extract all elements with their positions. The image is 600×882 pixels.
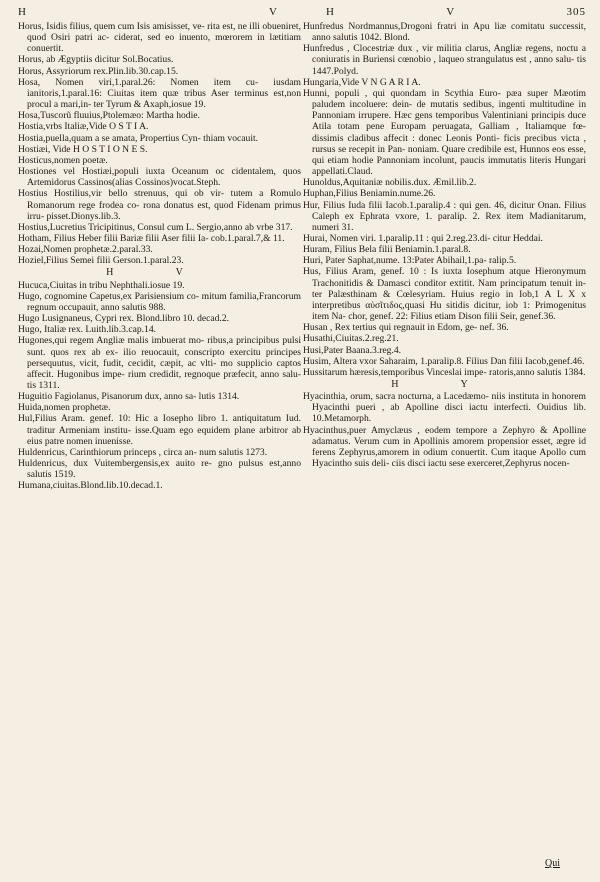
dictionary-entry: Husim, Altera vxor Saharaim, 1.paralip.8. Filius Dan filii Iacob,genef.46. bbox=[303, 355, 585, 367]
section-heading: H V bbox=[106, 267, 213, 279]
dictionary-entry: Hyacinthus,puer Amyclæus , eodem tempore a Zephyro & Apolline adamatus. Verum cum in Apollinis amorem propensior esset, ægre id ferens Zephyrus,amorem in odium conuertit. Cum itaque Apollo cum Hyacintho suis deli- ciis disci iactu sese exerceret,Zephyrus nocen- bbox=[303, 424, 586, 470]
dictionary-entry: Hostius Hostilius,vir bello strenuus, qui ob vir- tutem a Romulo Romanorum rege frodea co- rona donatus est, quod Fidenam primus irru- pisset.Dionys.lib.3. bbox=[18, 188, 301, 222]
dictionary-entry: Hotham, Filius Heber filii Bariæ filii Aser filii Ia- cob.1.paral.7,& 11. bbox=[18, 232, 285, 244]
running-head bbox=[18, 6, 586, 20]
running-head-left-letter-2: V bbox=[269, 6, 278, 18]
dictionary-entry: Hus, Filius Aram, genef. 10 : Is iuxta Iosephum atque Hieronymum Trachonitidis & Damasci conditor extitit. Nam principatum tenuit in- ter Palæsthinam & Cœlesyriam. Huius regio in Iob,1 A L X x interpretibus αὐσῖτιδος,quasi Hu sitidis dicitur, iob 1: Primogenitus item Na- chor, genef. 22: Filius etiam Dison filii Seir, genef.36. bbox=[303, 266, 586, 323]
dictionary-entry: Hurai, Nomen viri. 1.paralip.11 : qui 2.reg.23.di- citur Heddai. bbox=[303, 232, 543, 244]
dictionary-entry: Hunoldus,Aquitaniæ nobilis.dux. Æmil.lib.2. bbox=[303, 177, 477, 189]
running-head-left-letter: H bbox=[18, 6, 27, 18]
running-head-right-letter-2: V bbox=[446, 6, 456, 18]
dictionary-entry: Hunfredus , Clocestriæ dux , vir militia clarus, Angliæ regens, noctu a coniuratis in Buriensi cœnobio , laqueo strangulatus est , anno salu- tis 1447.Polyd. bbox=[303, 43, 586, 77]
dictionary-entry: Hostiones vel Hostiæi,populi iuxta Oceanum oc cidentalem, quos Artemidorus Cassinos(alias Cossinos)vocat.Steph. bbox=[18, 166, 301, 189]
dictionary-entry: Hul,Filius Aram. genef. 10: Hic a Iosepho libro 1. antiquitatum Iud. traditur Armeniam institu- isse.Quam ego equidem plane arbitror ab eius patre nomen inuenisse. bbox=[18, 413, 301, 447]
dictionary-entry: Hosa, Nomen viri,1.paral.26: Nomen item cu- iusdam ianitoris,1.paral.16: Ciuitas item quæ tribus Aser terminus est,non procul a mari,in- ter Tyrum & Axaph,iosue 19. bbox=[18, 76, 301, 111]
dictionary-entry: Huguitio Fagiolanus, Pisanorum dux, anno sa- lutis 1314. bbox=[18, 391, 240, 403]
dictionary-entry: Hussitarum hæresis,temporibus Vinceslai impe- ratoris,anno salutis 1384. bbox=[303, 366, 586, 378]
page-number: 305 bbox=[566, 6, 586, 18]
dictionary-entry: Hunni, populi , qui quondam in Scythia Euro- pæa super Mæotim paludem incoluere: dein- de mutatis sedibus, ingenti multitudine in Pannoniam irrupere. Hæc gens temporibus Valentiniani principis duce Atila totam pene Europam peruagata, Galliam , Italiamque fœ- dissimis cladibus affecit : donec Leonis Ponti- ficis precibus victa , rursus se recepit in Pan- noniam. Quare credibile est, Hunnos eos esse, qui etiam hodie Pannoniam incolunt, paucis immutatis literis Hungari appellati.Claud. bbox=[303, 87, 586, 178]
dictionary-entry: Hungaria,Vide V N G A R I A. bbox=[303, 76, 421, 88]
dictionary-entry: Hostius,Lucretius Tricipitinus, Consul cum L. Sergio,anno ab vrbe 317. bbox=[18, 221, 293, 233]
dictionary-entry: Hosa,Tuscorũ fluuius,Ptolemæo: Martha hodie. bbox=[18, 110, 200, 122]
dictionary-entry: Hostiæi, Vide H O S T I O N E S. bbox=[18, 143, 148, 155]
dictionary-entry: Husan , Rex tertius qui regnauit in Edom, ge- nef. 36. bbox=[303, 322, 509, 334]
dictionary-entry: Hugo, Italiæ rex. Luith.lib.3.cap.14. bbox=[18, 324, 157, 336]
dictionary-entry: Huri, Pater Saphat,nume. 13:Pater Abihail,1.pa- ralip.5. bbox=[303, 255, 517, 267]
section-heading: H Y bbox=[391, 379, 498, 390]
right-column bbox=[303, 21, 586, 492]
dictionary-entry: Hur, Filius Iuda filii Iacob.1.paralip.4 : qui gen. 46, dicitur Onan. Filius Caleph ex Ephrata vxore, 1. paralip. 2. Rex item Madianitarum, numeri 31. bbox=[303, 199, 586, 233]
dictionary-entry: Humana,ciuitas.Blond.lib.10.decad.1. bbox=[18, 480, 163, 492]
dictionary-entry: Huphan,Filius Beniamin.nume.26. bbox=[303, 188, 436, 200]
dictionary-entry: Hucuca,Ciuitas in tribu Nephthali.iosue 19. bbox=[18, 279, 185, 291]
dictionary-entry: Hozai,Nomen prophetæ.2.paral.33. bbox=[18, 244, 153, 256]
dictionary-entry: Horus, Isidis filius, quem cum Isis amisisset, ve- rita est, ne illi obueniret, quod Osiri patri ac- ciderat, sed eo inuento, mœrorem in lætitiam conuertit. bbox=[18, 21, 301, 55]
dictionary-entry: Hostia,vrbs Italiæ,Vide O S T I A. bbox=[18, 121, 149, 133]
dictionary-entry: Huram, Filius Bela filii Beniamin.1.paral.8. bbox=[303, 244, 471, 256]
dictionary-entry: Huldenricus, dux Vuitembergensis,ex auito re- gno pulsus est,anno salutis 1519. bbox=[18, 458, 301, 481]
running-head-right-letter: H bbox=[326, 6, 335, 18]
dictionary-entry: Horus, ab Ægyptiis dicitur Sol.Bocatius. bbox=[18, 54, 174, 66]
dictionary-entry: Hunfredus Nordmannus,Drogoni fratri in Apu liæ comitatu successit, anno salutis 1042. Blond. bbox=[303, 21, 586, 44]
dictionary-entry: Hostia,puella,quam a se amata, Propertius Cyn- thiam vocauit. bbox=[18, 132, 259, 144]
dictionary-entry: Horus, Assyriorum rex.Plin.lib.30.cap.15. bbox=[18, 65, 179, 77]
dictionary-entry: Hoziel,Filius Semei filii Gerson.1.paral.23. bbox=[18, 255, 184, 267]
dictionary-entry: Hugo, cognomine Capetus,ex Parisiensium co- mitum familia,Francorum regnum occupauit, anno salutis 988. bbox=[18, 290, 301, 313]
dictionary-entry: Hugones,qui regem Angliæ malis imbuerat mo- ribus,a principibus pulsi sunt. quos rex ab ex- ilio reuocauit, conscripto exercitu principes persequutus, vicit, fudit, cecidit, cæpit, ac vlti- mo supplicio captos affecit. Hugonibus impe- rium credidit, regnoque præfecit, anno salu- tis 1311. bbox=[18, 335, 301, 391]
left-column bbox=[18, 21, 301, 492]
dictionary-entry: Husi,Pater Baana.3.reg.4. bbox=[303, 344, 402, 356]
dictionary-entry: Huldenricus, Carinthiorum princeps , circa an- num salutis 1273. bbox=[18, 446, 268, 458]
dictionary-entry: Hosticus,nomen poetæ. bbox=[18, 154, 108, 166]
dictionary-entry: Husathi,Ciuitas.2.reg.21. bbox=[303, 333, 399, 345]
dictionary-entry: Huida,nomen prophetæ. bbox=[18, 402, 111, 414]
dictionary-entry: Hyacinthia, orum, sacra nocturna, a Lacedæmo- niis instituta in honorem Hyacinthi pueri , ab Apolline disci iactu interfecti. Ouidius lib. 10.Metamorph. bbox=[303, 391, 586, 425]
catchword: Qui bbox=[545, 858, 560, 869]
dictionary-entry: Hugo Lusignaneus, Cypri rex. Blond.libro 10. decad.2. bbox=[18, 313, 230, 325]
